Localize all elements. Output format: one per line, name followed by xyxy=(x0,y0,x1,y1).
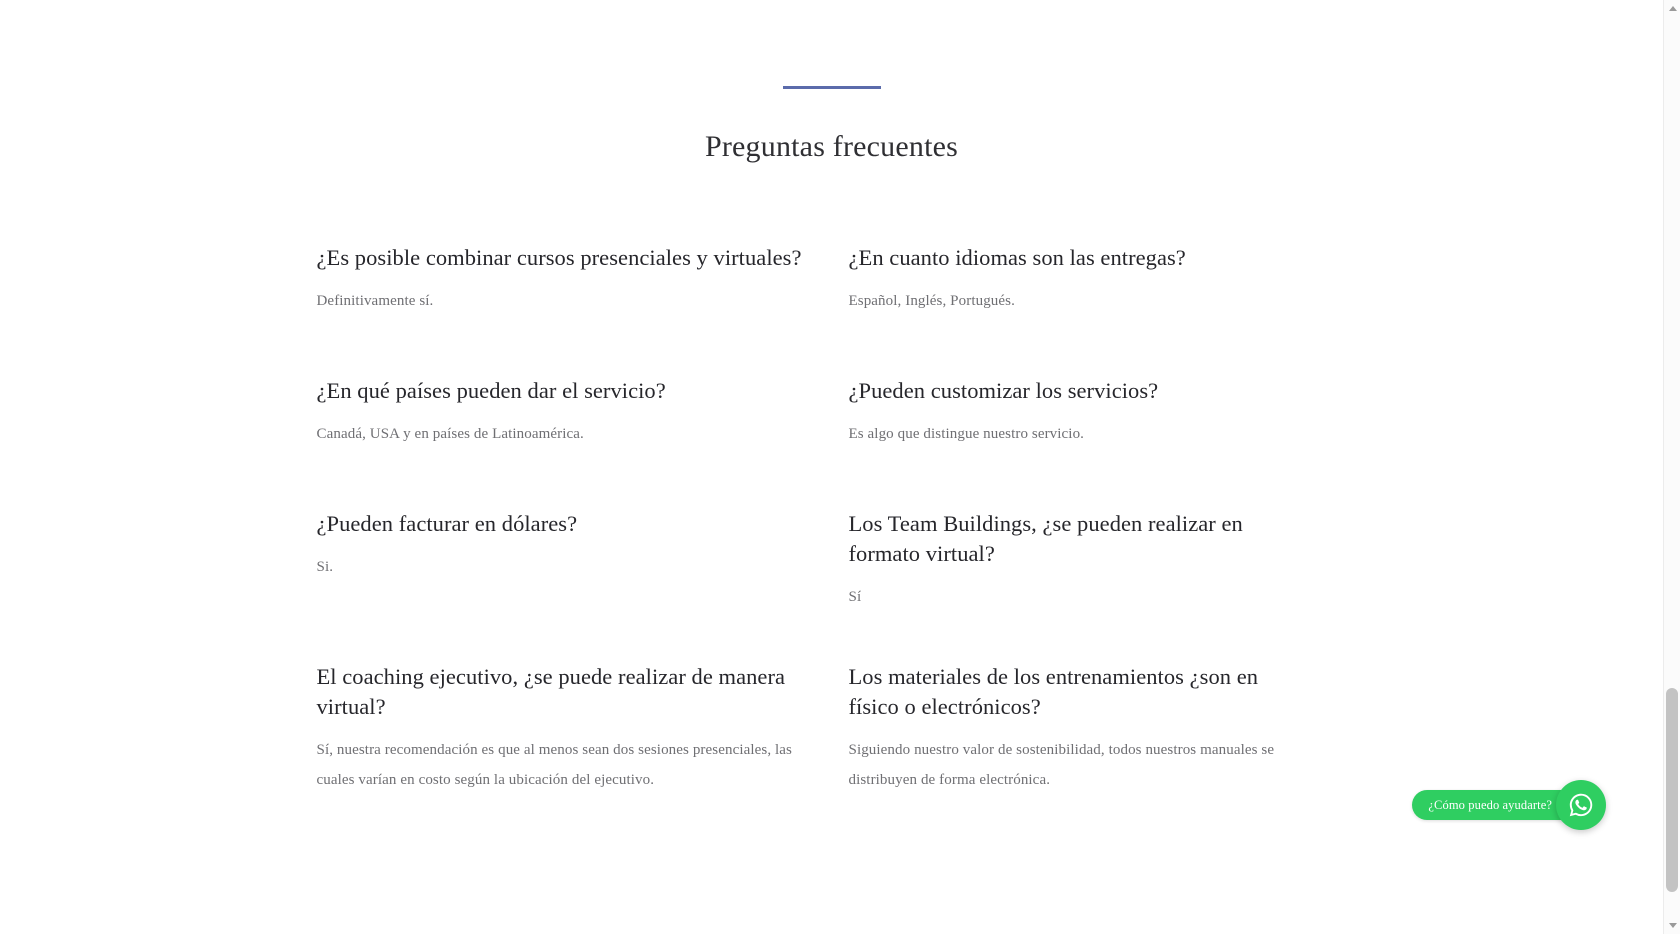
faq-answer: Canadá, USA y en países de Latinoamérica. xyxy=(316,426,584,443)
faq-item[interactable] xyxy=(317,509,849,662)
faq-answer: Si. xyxy=(316,559,334,576)
faq-question: El coaching ejecutivo, ¿se puede realizar de manera virtual? xyxy=(316,664,786,720)
faq-answer: Definitivamente sí. xyxy=(316,293,434,310)
faq-question: Los Team Buildings, ¿se pueden realizar en formato virtual? xyxy=(848,511,1243,567)
faq-item[interactable] xyxy=(317,662,849,815)
faq-answer: Siguiendo nuestro valor de sostenibilidad, todos nuestros manuales se distribuyen de forma electrónica. xyxy=(848,742,1275,788)
faq-item[interactable] xyxy=(317,243,849,376)
scroll-down-arrow-icon[interactable] xyxy=(1664,917,1680,934)
whatsapp-widget[interactable] xyxy=(1412,780,1606,830)
whatsapp-widget-label[interactable]: ¿Cómo puedo ayudarte? xyxy=(1412,790,1570,821)
faq-grid xyxy=(317,165,1347,815)
faq-question: ¿Pueden facturar en dólares? xyxy=(316,511,578,536)
faq-item[interactable] xyxy=(317,376,849,509)
section-divider xyxy=(783,86,881,89)
faq-item[interactable] xyxy=(849,243,1347,376)
faq-question: ¿Es posible combinar cursos presenciales y virtuales? xyxy=(316,245,802,270)
faq-item[interactable] xyxy=(849,509,1347,662)
faq-item[interactable] xyxy=(849,376,1347,509)
page-title: Preguntas frecuentes xyxy=(704,130,959,163)
faq-answer: Sí, nuestra recomendación es que al menos sean dos sesiones presenciales, las cuales varían en costo según la ubicación del ejecutivo. xyxy=(316,742,792,788)
faq-answer: Sí xyxy=(848,589,862,606)
faq-question: ¿Pueden customizar los servicios? xyxy=(848,378,1159,403)
faq-question: Los materiales de los entrenamientos ¿son en físico o electrónicos? xyxy=(848,664,1259,720)
whatsapp-icon xyxy=(1567,791,1595,819)
faq-question: ¿En cuanto idiomas son las entregas? xyxy=(848,245,1186,270)
faq-answer: Es algo que distingue nuestro servicio. xyxy=(848,426,1085,443)
whatsapp-button[interactable] xyxy=(1556,780,1606,830)
page-scrollbar[interactable] xyxy=(1663,0,1680,934)
faq-question: ¿En qué países pueden dar el servicio? xyxy=(316,378,666,403)
faq-answer: Español, Inglés, Portugués. xyxy=(848,293,1015,310)
faq-section-header xyxy=(0,86,1663,165)
scrollbar-thumb[interactable] xyxy=(1666,688,1678,892)
faq-item[interactable] xyxy=(849,662,1347,815)
scroll-up-arrow-icon[interactable] xyxy=(1664,0,1680,17)
